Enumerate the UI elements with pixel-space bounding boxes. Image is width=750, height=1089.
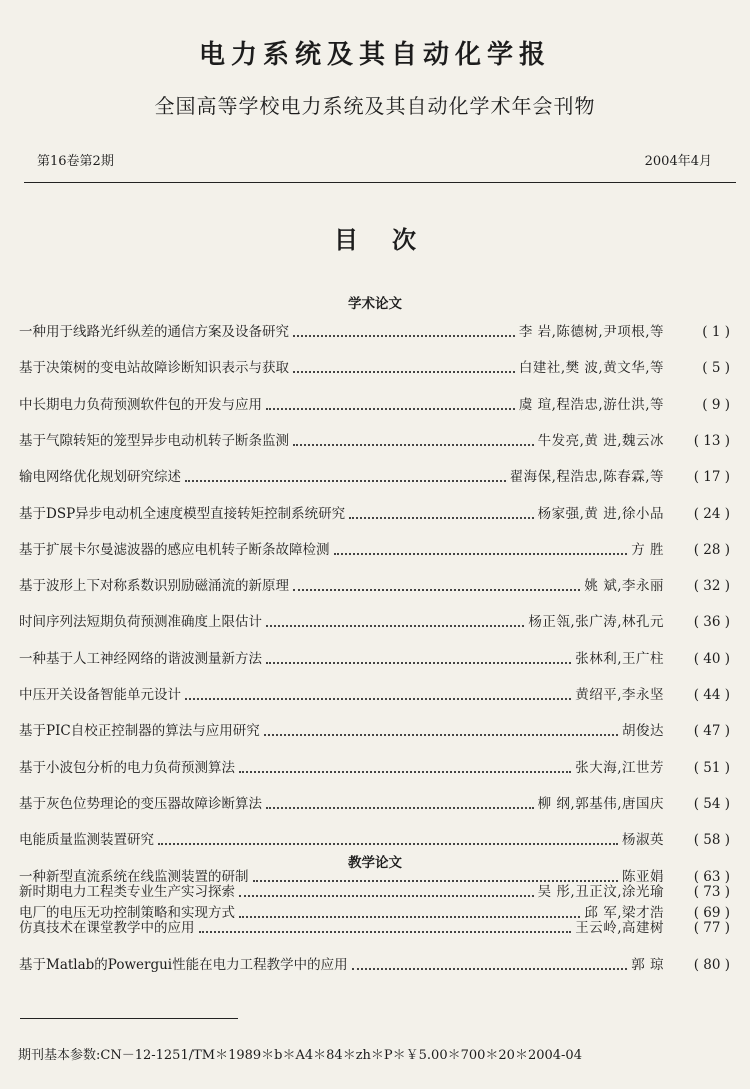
article-title: 基于DSP异步电动机全速度模型直接转矩控制系统研究 xyxy=(19,506,346,522)
article-page: ( 80 ) xyxy=(693,957,730,973)
leader-dots xyxy=(264,724,618,736)
article-page: ( 32 ) xyxy=(693,578,730,594)
article-authors: 陈亚娟 xyxy=(622,869,664,885)
article-authors: 柳 纲,郭基伟,唐国庆 xyxy=(537,796,664,812)
article-title: 基于波形上下对称系数识别励磁涌流的新原理 xyxy=(19,578,289,594)
toc-entry[interactable] xyxy=(19,574,730,596)
leader-dots xyxy=(352,958,628,970)
article-page: ( 77 ) xyxy=(693,920,730,936)
article-title: 中长期电力负荷预测软件包的开发与应用 xyxy=(19,397,262,413)
toc-heading: 目次 xyxy=(334,225,450,254)
toc-entry[interactable] xyxy=(19,610,730,632)
article-authors: 李 岩,陈德树,尹项根,等 xyxy=(518,324,664,340)
article-page: ( 9 ) xyxy=(702,397,730,413)
article-page: ( 28 ) xyxy=(693,542,730,558)
article-authors: 张大海,江世芳 xyxy=(575,760,664,776)
article-page: ( 44 ) xyxy=(693,687,730,703)
article-authors: 王云岭,高建树 xyxy=(575,920,664,936)
toc-entry[interactable] xyxy=(19,320,730,342)
leader-dots xyxy=(293,579,580,591)
article-authors: 方 胜 xyxy=(631,542,664,558)
toc-entry[interactable] xyxy=(19,916,730,938)
leader-dots xyxy=(266,797,534,809)
article-title: 基于决策树的变电站故障诊断知识表示与获取 xyxy=(19,360,289,376)
toc-entry[interactable] xyxy=(19,683,730,705)
toc-entry[interactable] xyxy=(19,356,730,378)
article-title: 基于扩展卡尔曼滤波器的感应电机转子断条故障检测 xyxy=(19,542,330,558)
leader-dots xyxy=(266,615,524,627)
issue-number: 第16卷第2期 xyxy=(37,154,114,169)
article-page: ( 17 ) xyxy=(693,469,730,485)
journal-subtitle: 全国高等学校电力系统及其自动化学术年会刊物 xyxy=(154,94,596,118)
toc-entry[interactable] xyxy=(19,756,730,778)
article-title: 基于小波包分析的电力负荷预测算法 xyxy=(19,760,235,776)
article-authors: 牛发亮,黄 进,魏云冰 xyxy=(537,433,664,449)
toc-entry[interactable] xyxy=(19,429,730,451)
leader-dots xyxy=(266,398,515,410)
article-authors: 白建社,樊 波,黄文华,等 xyxy=(518,360,664,376)
article-page: ( 63 ) xyxy=(693,869,730,885)
journal-title: 电力系统及其自动化学报 xyxy=(198,40,551,70)
article-page: ( 51 ) xyxy=(693,760,730,776)
leader-dots xyxy=(334,543,628,555)
article-authors: 翟海保,程浩忠,陈春霖,等 xyxy=(509,469,664,485)
article-title: 中压开关设备智能单元设计 xyxy=(19,687,181,703)
article-page: ( 69 ) xyxy=(693,905,730,921)
section-title: 教学论文 xyxy=(348,855,402,871)
leader-dots xyxy=(349,507,533,519)
toc-entry[interactable] xyxy=(19,465,730,487)
article-page: ( 36 ) xyxy=(693,614,730,630)
article-title: 输电网络优化规划研究综述 xyxy=(19,469,181,485)
article-title: 一种新型直流系统在线监测装置的研制 xyxy=(19,869,249,885)
article-authors: 杨淑英 xyxy=(622,832,664,848)
article-authors: 杨家强,黄 进,徐小品 xyxy=(537,506,664,522)
toc-entry[interactable] xyxy=(19,393,730,415)
section-title: 学术论文 xyxy=(348,296,402,312)
article-page: ( 5 ) xyxy=(702,360,730,376)
toc-entry[interactable] xyxy=(19,828,730,850)
leader-dots xyxy=(293,325,515,337)
toc-entry[interactable] xyxy=(19,538,730,560)
leader-dots xyxy=(293,361,515,373)
article-title: 基于气隙转矩的笼型异步电动机转子断条监测 xyxy=(19,433,289,449)
article-authors: 吴 彤,丑正汶,涂光瑜 xyxy=(537,884,664,900)
article-authors: 黄绍平,李永坚 xyxy=(575,687,664,703)
article-authors: 胡俊达 xyxy=(622,723,664,739)
article-page: ( 54 ) xyxy=(693,796,730,812)
article-page: ( 13 ) xyxy=(693,433,730,449)
article-title: 时间序列法短期负荷预测准确度上限估计 xyxy=(19,614,262,630)
leader-dots xyxy=(158,833,618,845)
article-title: 新时期电力工程类专业生产实习探索 xyxy=(19,884,235,900)
toc-entry[interactable] xyxy=(19,953,730,975)
toc-entry[interactable] xyxy=(19,647,730,669)
article-title: 基于灰色位势理论的变压器故障诊断算法 xyxy=(19,796,262,812)
article-title: 基于PIC自校正控制器的算法与应用研究 xyxy=(19,723,260,739)
toc-entry[interactable] xyxy=(19,792,730,814)
leader-dots xyxy=(199,921,572,933)
article-authors: 姚 斌,李永丽 xyxy=(584,578,664,594)
article-page: ( 24 ) xyxy=(693,506,730,522)
article-authors: 邱 军,梁才浩 xyxy=(584,905,664,921)
article-title: 仿真技术在课堂教学中的应用 xyxy=(19,920,195,936)
article-page: ( 40 ) xyxy=(693,651,730,667)
header-divider xyxy=(24,182,736,183)
article-authors: 杨正瓴,张广涛,林孔元 xyxy=(528,614,664,630)
article-authors: 张林利,王广柱 xyxy=(575,651,664,667)
footer-divider xyxy=(20,1018,238,1019)
leader-dots xyxy=(239,761,571,773)
article-page: ( 58 ) xyxy=(693,832,730,848)
leader-dots xyxy=(185,470,506,482)
leader-dots xyxy=(239,885,534,897)
toc-entry[interactable] xyxy=(19,719,730,741)
article-title: 一种用于线路光纤纵差的通信方案及设备研究 xyxy=(19,324,289,340)
leader-dots xyxy=(293,434,534,446)
article-page: ( 47 ) xyxy=(693,723,730,739)
article-page: ( 73 ) xyxy=(693,884,730,900)
article-title: 基于Matlab的Powergui性能在电力工程教学中的应用 xyxy=(19,957,348,973)
article-title: 电厂的电压无功控制策略和实现方式 xyxy=(19,905,235,921)
journal-parameters: 期刊基本参数:CN－12-1251/TM＊1989＊b＊A4＊84＊zh＊P＊￥5.00＊700＊20＊2004-04 xyxy=(18,1048,582,1063)
issue-date: 2004年4月 xyxy=(644,154,712,169)
leader-dots xyxy=(185,688,571,700)
article-title: 电能质量监测装置研究 xyxy=(19,832,154,848)
article-authors: 郭 琼 xyxy=(631,957,664,973)
toc-entry[interactable] xyxy=(19,502,730,524)
article-page: ( 1 ) xyxy=(702,324,730,340)
article-authors: 虞 瑄,程浩忠,游仕洪,等 xyxy=(518,397,664,413)
leader-dots xyxy=(266,652,571,664)
toc-entry[interactable] xyxy=(19,880,730,902)
article-title: 一种基于人工神经网络的谐波测量新方法 xyxy=(19,651,262,667)
